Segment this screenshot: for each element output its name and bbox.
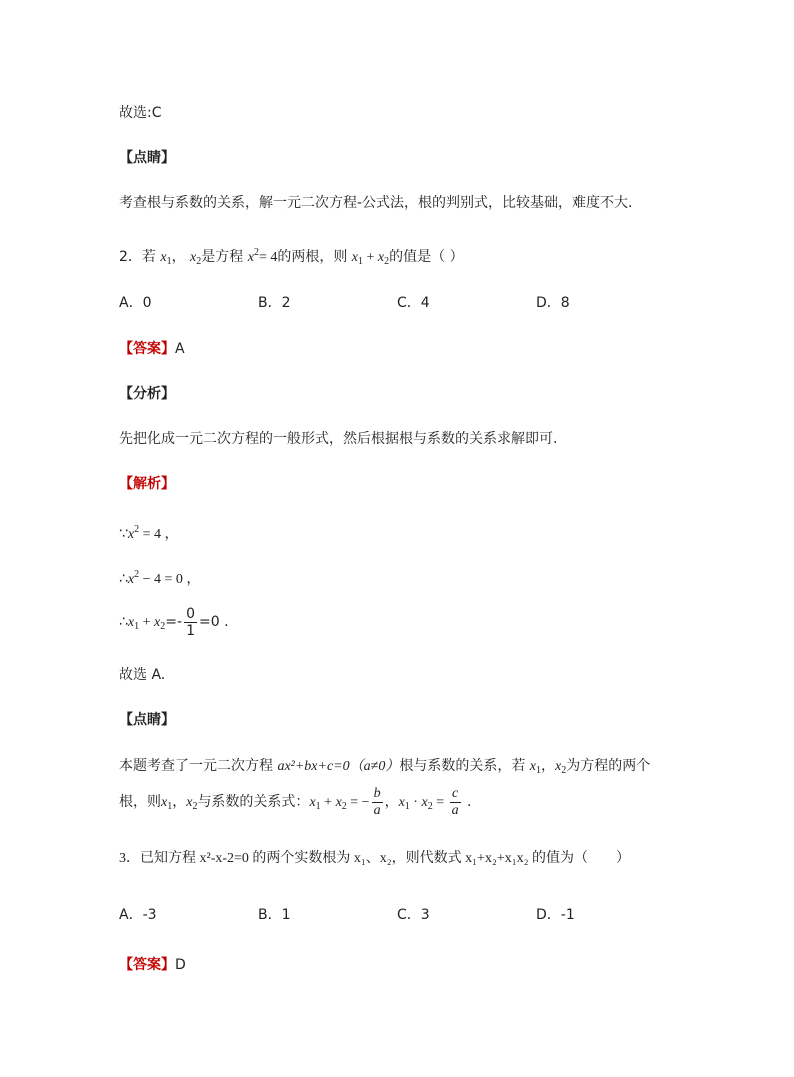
option-d-q3: D．-1 [536, 907, 575, 923]
question-3: 3．已知方程 x²-x-2=0 的两个实数根为 x₁、x₂，则代数式 x₁+x₂+x₁x₂ 的值为（ ） [119, 851, 630, 866]
solution-step-3: $\therefore x_1 + x_2=-$ $\frac{0}{1}$ =0 . [119, 605, 229, 639]
option-b-q3: B．1 [258, 907, 291, 923]
option-a-q3: A．-3 [119, 907, 157, 923]
choose-a-line: 故选 A. [119, 667, 166, 683]
solution-step-1: $\because x^2 = 4$ ， [119, 524, 179, 542]
fraction-b-over-a: $\frac{b}{a}$ [373, 785, 381, 818]
analysis-text: 先把化成一元二次方程的一般形式，然后根据根与系数的关系求解即可. [119, 431, 558, 447]
answer-line: 【答案】A [119, 341, 185, 357]
dianjing-text-1: 本题考查了一元二次方程 ax²+bx+c=0（a≠0）根与系数的关系，若 $x_1$，$x_2$为方程的两个 [119, 758, 651, 776]
section-heading-solution: 【解析】 [119, 476, 175, 492]
answer-choice-line: 故选:C [119, 105, 162, 121]
section-heading-analysis: 【分析】 [119, 386, 175, 402]
comment-text: 考查根与系数的关系，解一元二次方程-公式法，根的判别式，比较基础，难度不大. [119, 195, 633, 211]
option-c-q3: C．3 [397, 907, 430, 923]
dianjing-text-2: 根，则$x_1$，$x_2$与系数的关系式：$x_1 + x_2$ = − $\frac{b}{a}$ ，$x_1 \cdot x_2$ = $\frac{c}{a}$ . [119, 785, 472, 818]
option-d: D．8 [536, 295, 570, 311]
solution-step-2: $\therefore x^2 - 4 = 0$ ， [119, 569, 201, 587]
fraction: $\frac{0}{1}$ [186, 605, 195, 639]
question-2: 2．若 $x_1$， $x_2$是方程 $x^2= 4$的两根，则 $x_1 + x_2$的值是（ ） [119, 247, 464, 267]
option-c: C．4 [397, 295, 430, 311]
answer-line-q3: 【答案】D [119, 957, 186, 973]
section-heading-dianjing-2: 【点睛】 [119, 712, 175, 728]
option-a: A．0 [119, 295, 152, 311]
section-heading-dianjing: 【点睛】 [119, 150, 175, 166]
fraction-c-over-a: $\frac{c}{a}$ [451, 785, 459, 818]
option-b: B．2 [258, 295, 291, 311]
